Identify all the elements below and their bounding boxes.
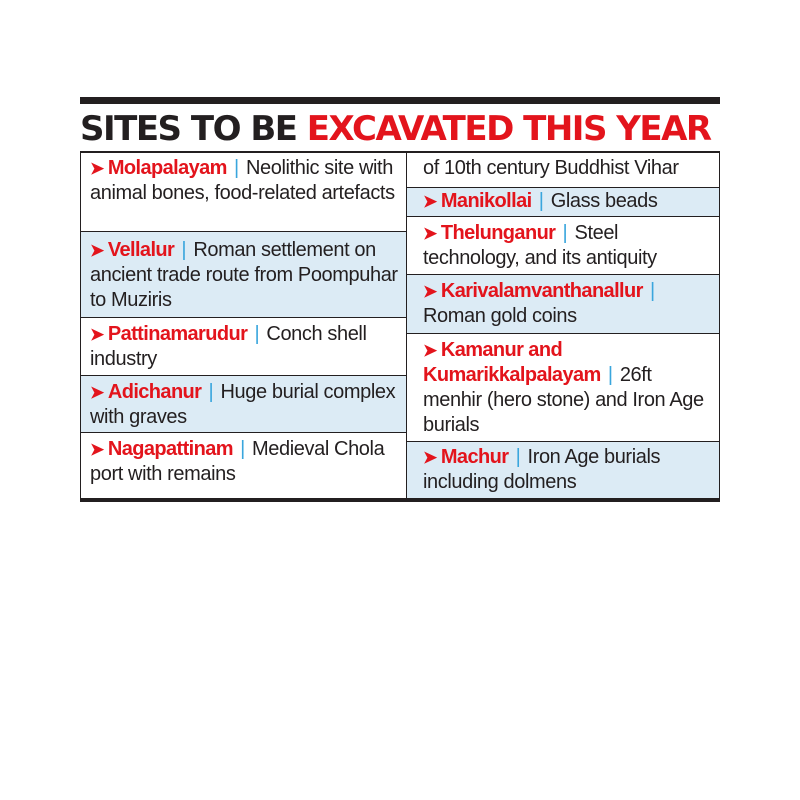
- site-name: Adichanur: [107, 381, 202, 403]
- separator: |: [254, 323, 260, 345]
- separator: |: [538, 190, 544, 212]
- sites-table: [80, 153, 720, 502]
- separator: |: [649, 280, 655, 302]
- site-name: Karivalamvanthanallur: [440, 280, 643, 302]
- site-entry-manikollai: [407, 187, 719, 217]
- site-entry-kamanur: [407, 334, 719, 442]
- site-entry-adichanur: [81, 376, 406, 433]
- arrow-icon: ➤: [423, 282, 437, 301]
- arrow-icon: ➤: [90, 440, 104, 459]
- site-entry-thelunganur: [407, 217, 719, 275]
- left-column: [81, 153, 407, 498]
- site-description: Huge burial complex with graves: [90, 381, 396, 428]
- site-entry-vellalur: [81, 232, 406, 318]
- site-description: 26ft menhir (hero stone) and Iron Age burials: [423, 364, 704, 436]
- right-column: [407, 153, 719, 498]
- site-entry-pattinamarudur: [81, 318, 406, 376]
- sites-graphic: [80, 97, 720, 502]
- separator: |: [234, 157, 239, 179]
- site-name: Molapalayam: [107, 157, 227, 179]
- separator: |: [208, 381, 214, 403]
- site-name: Manikollai: [440, 190, 532, 212]
- headline-part2: EXCAVATED THIS YEAR: [306, 109, 711, 149]
- site-description: Roman settlement on ancient trade route from Poompuhar to Muziris: [90, 239, 398, 311]
- site-description: Iron Age burials including dolmens: [423, 446, 661, 493]
- site-name: Pattinamarudur: [107, 323, 248, 345]
- arrow-icon: ➤: [90, 383, 104, 402]
- site-entry-machur: [407, 442, 719, 498]
- headline: [80, 104, 720, 151]
- separator: |: [607, 364, 613, 386]
- arrow-icon: ➤: [423, 224, 437, 243]
- arrow-icon: ➤: [90, 159, 104, 178]
- arrow-icon: ➤: [90, 241, 104, 260]
- arrow-icon: ➤: [423, 192, 437, 211]
- separator: |: [515, 446, 521, 468]
- arrow-icon: ➤: [423, 341, 437, 360]
- site-description: Neolithic site with animal bones, food-related artefacts: [90, 157, 395, 204]
- site-description: Roman gold coins: [423, 305, 577, 327]
- site-description: Conch shell industry: [90, 323, 367, 370]
- top-bar: [80, 97, 720, 104]
- site-name: Machur: [440, 446, 509, 468]
- site-name: Vellalur: [107, 239, 175, 261]
- site-description: Glass beads: [550, 190, 658, 212]
- separator: |: [181, 239, 187, 261]
- site-entry-karivalamvanthanallur: [407, 275, 719, 334]
- site-name: Thelunganur: [440, 222, 556, 244]
- site-entry-nagapattinam: [81, 433, 406, 498]
- site-description: Steel technology, and its antiquity: [423, 222, 657, 269]
- site-entry-molapalayam: [81, 153, 406, 232]
- separator: |: [562, 222, 568, 244]
- arrow-icon: ➤: [423, 448, 437, 467]
- separator: |: [240, 438, 245, 460]
- headline-part1: SITES TO BE: [80, 109, 297, 149]
- arrow-icon: ➤: [90, 325, 104, 344]
- site-description: of 10th century Buddhist Vihar: [423, 157, 679, 179]
- site-description: Medieval Chola port with remains: [90, 438, 385, 485]
- site-name: Kamanur and Kumarikkalpalayam: [423, 339, 601, 386]
- site-name: Nagapattinam: [107, 438, 233, 460]
- continuation-text: [407, 153, 719, 187]
